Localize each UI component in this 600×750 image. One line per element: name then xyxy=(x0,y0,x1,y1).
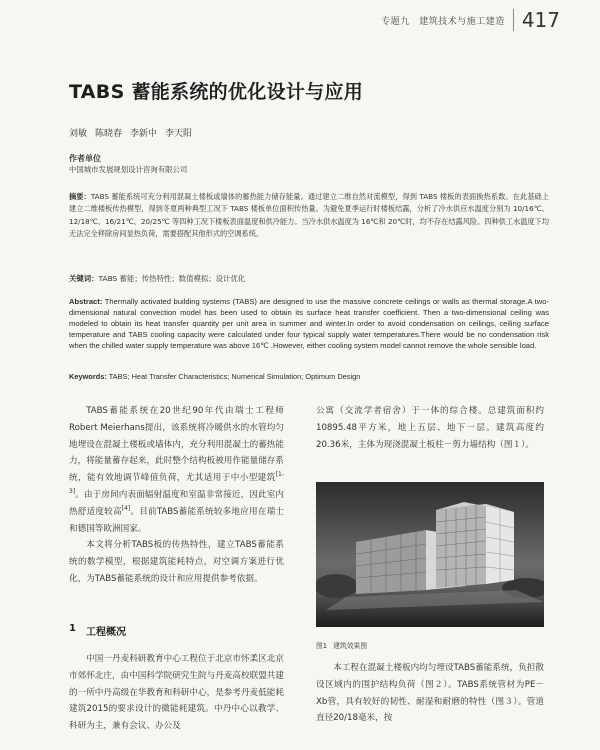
intro-text-c: 。目前TABS蓄能系统较多地应用在瑞士和德国等欧洲国家。 xyxy=(69,506,284,534)
section-title: 工程概况 xyxy=(85,627,126,638)
author-name: 李新中 xyxy=(130,129,158,139)
figure-caption xyxy=(316,640,367,650)
abstract-english-text: Thermally activated building systems (TABS) are designed to use the massive concrete ceilings or walls as thermal storage.A two-dimensional natural convection model has been used to obtain its surface heat transfer coefficient. Then a two-dimensional ceiling was modeled to obtain its heat transfer quantity per unit area in summer and winter.In order to avoid condensation on ceilings, ceiling surface temperature and TABS cooling capacity were calculated under four typical supply water temperatures.There would be no condensation risk when the chilled water supply temperature was above 16℃ .However, either cooling system model cannot remove the whole sensible load. xyxy=(69,297,549,350)
page-number: 417 xyxy=(521,8,560,32)
citation-ref: [1-3] xyxy=(69,471,284,496)
right-paragraph-1: 公寓（交流学者宿舍）于一体的综合楼。总建筑面积约10895.48平方米，地上五层、地下一层。建筑高度约20.36米，主体为现浇混凝土板柱－剪力墙结构（图１）。 xyxy=(316,406,544,450)
building-rendering-image xyxy=(316,482,544,627)
keywords-chinese-label: 关键词： xyxy=(69,274,99,283)
keywords-english-text: TABS; Heat Transfer Characteristics; Numerical Simulation; Optimum Design xyxy=(108,372,361,381)
citation-ref: [4] xyxy=(121,504,131,512)
section-heading xyxy=(69,623,126,638)
intro-text-a: TABS蓄能系统在20世纪90年代由瑞士工程师Robert Meierhans提出，该系统将冷暖供水的水管均匀地埋设在混凝土楼板或墙体内，充分利用混凝土的蓄热能力，将能量蓄存起来，此时整个结构板被用作能量储存系统，能有效地调节峰值负荷，尤其适用于中小型建筑 xyxy=(69,406,284,484)
intro-column xyxy=(69,403,284,588)
author-name: 刘敏 xyxy=(69,129,88,139)
right-column-top xyxy=(316,403,544,453)
keywords-chinese xyxy=(69,273,245,284)
abstract-english-label: Abstract: xyxy=(69,297,103,306)
right-paragraph-2: 本工程在混凝土楼板内均匀埋设TABS蓄能系统，负担散设区域内的围护结构负荷（图２）。TABS系统管材为PE－Xb管，具有较好的韧性、耐湿和耐磨的特性（图３）。管道直径20/18毫米，按 xyxy=(316,663,544,724)
abstract-chinese xyxy=(69,191,549,241)
author-list xyxy=(69,126,192,139)
section-1-column xyxy=(69,651,284,735)
abstract-english xyxy=(69,296,549,351)
running-header xyxy=(381,8,560,32)
running-header-section: 专题九 建筑技术与施工建造 xyxy=(381,16,505,27)
intro-text-b: 。由于房间内表面辐射温度和室温非常接近，因此室内热舒适度较高 xyxy=(69,489,284,517)
figure-caption-text: 建筑效果图 xyxy=(333,642,368,650)
abstract-chinese-label: 摘要： xyxy=(69,192,91,201)
intro-paragraph-2: 本文将分析TABS板的传热特性，建立TABS蓄能系统的数学模型，根据建筑能耗特点，对空调方案进行优化，为TABS蓄能系统的设计和应用提供参考依据。 xyxy=(69,540,284,584)
figure-label: 图1 xyxy=(316,642,328,650)
author-name: 李天阳 xyxy=(165,129,193,139)
keywords-english-label: Keywords: xyxy=(69,372,107,381)
author-name: 陈晓春 xyxy=(95,129,123,139)
header-divider xyxy=(513,9,514,31)
article-title: TABS 蓄能系统的优化设计与应用 xyxy=(69,81,364,103)
building-rendering-figure xyxy=(316,482,544,627)
abstract-chinese-text: TABS 蓄能系统可充分利用混凝土楼板或墙体的蓄热能力储存能量。通过建立二维自然对流模型，得到 TABS 楼板的表面换热系数。在此基础上建立二维楼板传热模型，得到冬夏两种典型工况下 TABS 楼板单位面积传热量。为避免夏季运行时楼板结露，分析了冷水供应水温度分别为 10/16℃、12/18℃、16/21℃、20/25℃ 等四种工况下楼板表面温度和供冷能力。当冷水供水温度为 16℃和 20℃时，均不存在结露风险。四种供工水温度下均无法完全移除房间显热负荷，需要搭配其他形式的空调系统。 xyxy=(69,192,549,239)
affiliation: 中国城市发展规划设计咨询有限公司 xyxy=(69,165,188,174)
keywords-chinese-text: TABS 蓄能；传热特性；数值模拟；设计优化 xyxy=(98,274,246,283)
section-1-paragraph: 中国一丹麦科研教育中心工程位于北京市怀柔区北京市郊怀北庄，由中国科学院研究生院与丹麦高校联盟共建的一所中丹高级在华教育和科研中心，是参考丹麦低能耗建筑2015的要求设计的微能耗建筑。中丹中心以教学、科研为主，兼有会议、办公及 xyxy=(69,654,284,732)
intro-paragraph-1 xyxy=(69,403,284,537)
right-column-bottom xyxy=(316,660,544,727)
section-number: 1 xyxy=(69,623,76,634)
affiliation-label: 作者单位 xyxy=(69,154,101,163)
keywords-english xyxy=(69,372,549,381)
